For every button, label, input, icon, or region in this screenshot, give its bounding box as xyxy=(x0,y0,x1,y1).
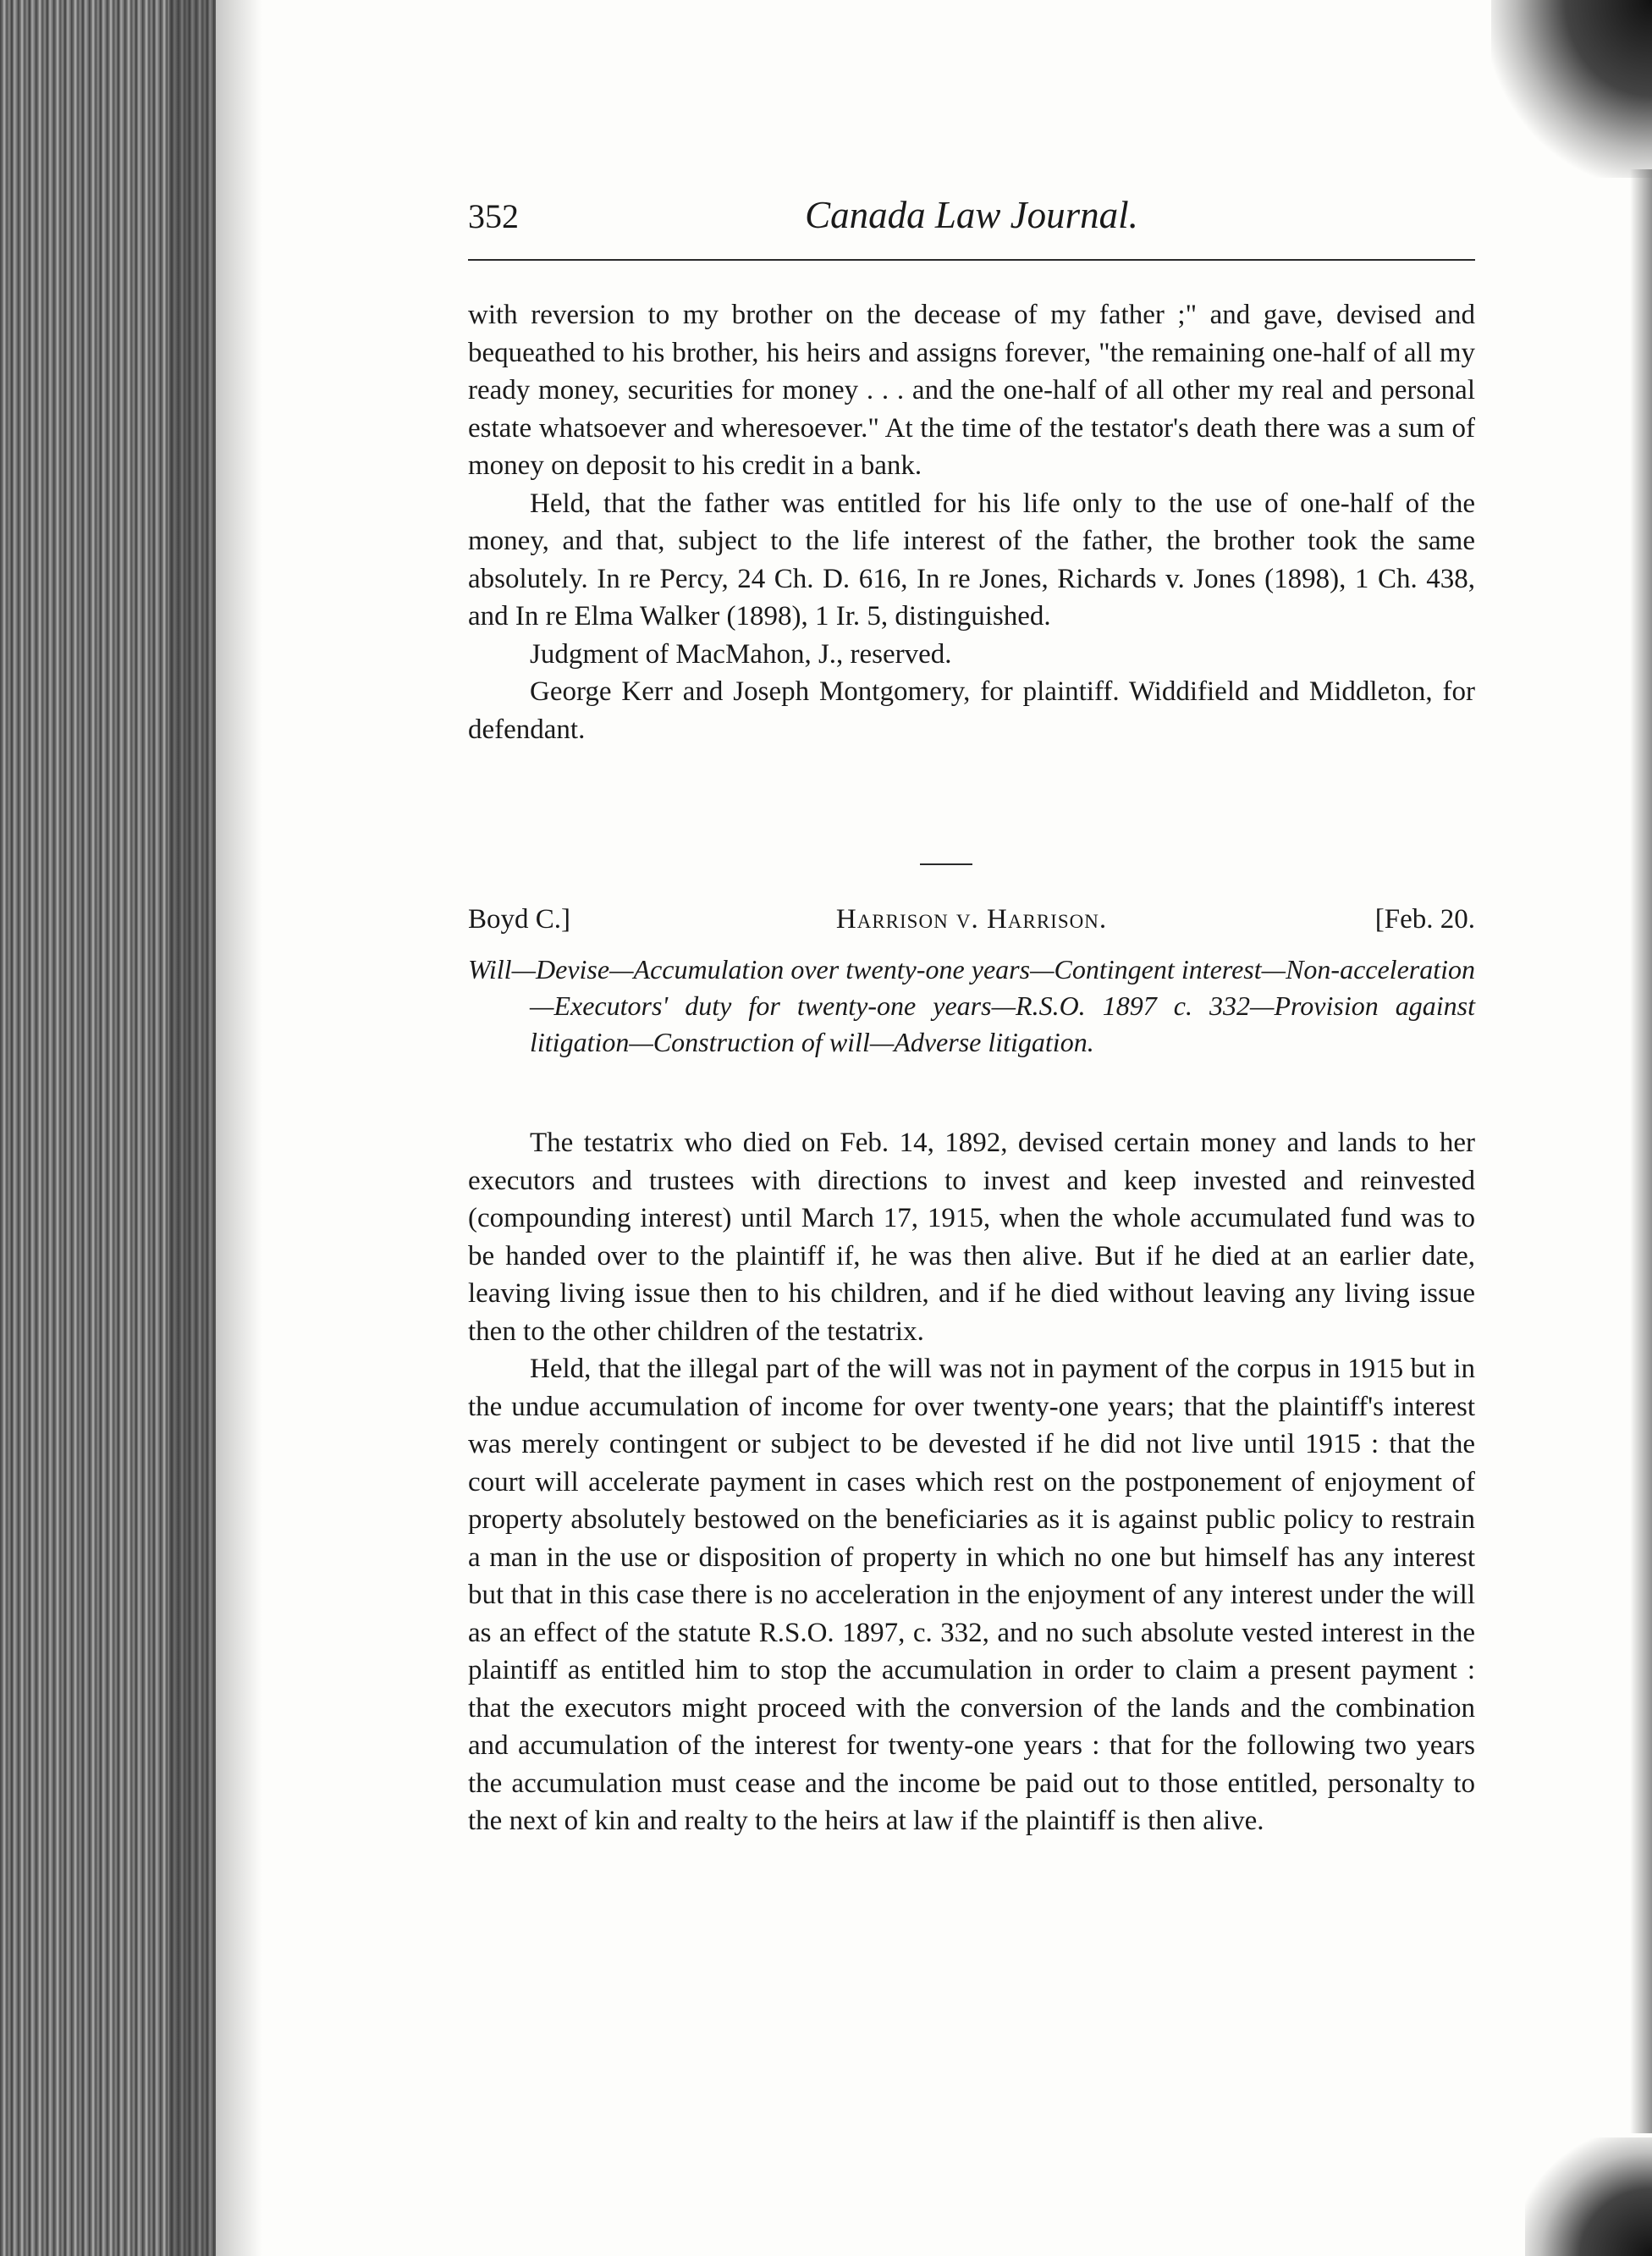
paragraph: Held, that the illegal part of the will was not in payment of the corpus in 1915 but in the undue accumulation of income for over twenty-one years; that the plaintiff's interest was merely contingent or subject to be devested if he did not live until 1915 : that the court will accelerate payment in cases which rest on the postponement of enjoyment of property absolutely bestowed on the beneficiaries as it is against public policy to restrain a man in the use or disposition of property in which no one but himself has any interest but that in this case there is no acceleration in the enjoyment of any interest under the will as an effect of the statute R.S.O. 1897, c. 332, and no such absolute vested interest in the plaintiff as entitled him to stop the accumulation in order to claim a present payment : that the executors might proceed with the conversion of the lands and the combination and accumulation of the interest for twenty-one years : that for the following two years the accumulation must cease and the income be paid out to those entitled, personalty to the next of kin and realty to the heirs at law if the plaintiff is then alive. xyxy=(468,1354,1475,1836)
page-corner-bottom-right xyxy=(1525,2137,1652,2256)
binding-shadow xyxy=(169,0,262,2256)
case-header xyxy=(468,904,1475,941)
paragraph: Held, that the father was entitled for his life only to the use of one-half of the money, and that, subject to the life interest of the father, the brother took the same absolutely. In re Percy, 24 Ch. D. 616, In re Jones, Richards v. Jones (1898), 1 Ch. 438, and In re Elma Walker (1898), 1 Ir. 5, distinguished. xyxy=(468,488,1475,632)
paragraph: George Kerr and Joseph Montgomery, for plaintiff. Widdifield and Middleton, for defendant. xyxy=(468,676,1475,745)
header-rule xyxy=(468,259,1475,261)
page-edge-shadow xyxy=(1630,169,1652,2133)
page-number: 352 xyxy=(468,197,519,235)
first-case-text xyxy=(468,296,1475,748)
case-name: Harrison v. Harrison. xyxy=(835,904,1108,935)
running-header xyxy=(468,193,1475,244)
paragraph: The testatrix who died on Feb. 14, 1892, devised certain money and lands to her executors and trustees with directions to invest and keep invested and reinvested (compounding interest) until March 17, 1915, when the whole accumulated fund was to be handed over to the plaintiff if, he was then alive. But if he died at an earlier date, leaving living issue then to his children, and if he died without leaving any living issue then to the other children of the testatrix. xyxy=(468,1128,1475,1347)
case-headnote: Will—Devise—Accumulation over twenty-one years—Contingent interest—Non-acceleration—Executors' duty for twenty-one years—R.S.O. 1897 c. 332—Provision against litigation—Construction of will—Adverse litigation. xyxy=(468,954,1475,1057)
second-case-text xyxy=(468,1124,1475,1840)
case-judge: Boyd C.] xyxy=(468,904,571,935)
page-corner-top-right xyxy=(1491,0,1652,178)
section-separator xyxy=(920,863,972,865)
paragraph: Judgment of MacMahon, J., reserved. xyxy=(530,638,952,670)
paragraph: with reversion to my brother on the decease of my father ;" and gave, devised and bequeathed to his brother, his heirs and assigns forever, "the remaining one-half of all my ready money, securities for money . . . and the one-half of all other my real and personal estate whatsoever and wheresoever." At the time of the testator's death there was a sum of money on deposit to his credit in a bank. xyxy=(468,300,1475,481)
case-date: [Feb. 20. xyxy=(1374,904,1475,935)
journal-title: Canada Law Journal. xyxy=(805,194,1138,236)
